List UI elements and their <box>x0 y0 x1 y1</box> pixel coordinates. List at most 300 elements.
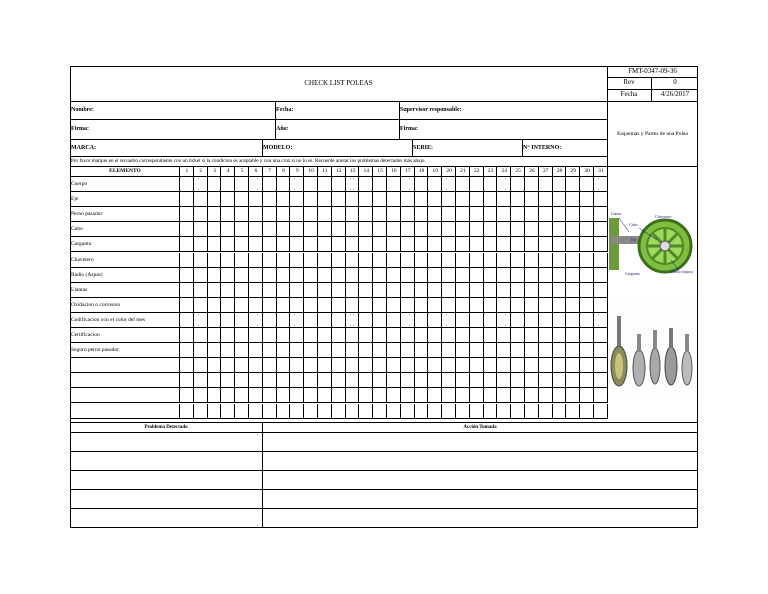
check-cell[interactable] <box>221 404 235 419</box>
check-cell[interactable] <box>511 253 525 268</box>
check-cell[interactable] <box>180 313 194 328</box>
check-cell[interactable] <box>566 237 580 252</box>
check-cell[interactable] <box>332 373 346 388</box>
check-cell[interactable] <box>221 192 235 207</box>
check-cell[interactable] <box>277 404 291 419</box>
check-cell[interactable] <box>580 298 594 313</box>
check-cell[interactable] <box>415 253 429 268</box>
check-cell[interactable] <box>401 404 415 419</box>
check-cell[interactable] <box>484 192 498 207</box>
check-cell[interactable] <box>180 358 194 373</box>
check-cell[interactable] <box>346 253 360 268</box>
check-cell[interactable] <box>290 283 304 298</box>
check-cell[interactable] <box>373 177 387 192</box>
check-cell[interactable] <box>346 388 360 403</box>
check-cell[interactable] <box>290 192 304 207</box>
check-cell[interactable] <box>346 283 360 298</box>
check-cell[interactable] <box>484 404 498 419</box>
check-cell[interactable] <box>415 388 429 403</box>
check-cell[interactable] <box>277 388 291 403</box>
check-cell[interactable] <box>290 298 304 313</box>
check-cell[interactable] <box>456 177 470 192</box>
check-cell[interactable] <box>346 237 360 252</box>
check-cell[interactable] <box>497 328 511 343</box>
check-cell[interactable] <box>373 343 387 358</box>
check-cell[interactable] <box>442 237 456 252</box>
check-cell[interactable] <box>221 222 235 237</box>
check-cell[interactable] <box>332 283 346 298</box>
check-cell[interactable] <box>470 328 484 343</box>
check-cell[interactable] <box>511 358 525 373</box>
check-cell[interactable] <box>511 237 525 252</box>
check-cell[interactable] <box>594 328 608 343</box>
check-cell[interactable] <box>359 253 373 268</box>
check-cell[interactable] <box>415 343 429 358</box>
check-cell[interactable] <box>525 177 539 192</box>
check-cell[interactable] <box>525 253 539 268</box>
check-cell[interactable] <box>442 388 456 403</box>
check-cell[interactable] <box>346 358 360 373</box>
check-cell[interactable] <box>456 207 470 222</box>
fecha-field[interactable]: Fecha: <box>276 107 294 113</box>
check-cell[interactable] <box>373 388 387 403</box>
check-cell[interactable] <box>511 404 525 419</box>
check-cell[interactable] <box>497 313 511 328</box>
check-cell[interactable] <box>553 388 567 403</box>
check-cell[interactable] <box>249 268 263 283</box>
firma-field[interactable]: Firma: <box>71 126 89 132</box>
check-cell[interactable] <box>401 328 415 343</box>
check-cell[interactable] <box>497 373 511 388</box>
check-cell[interactable] <box>401 268 415 283</box>
check-cell[interactable] <box>235 253 249 268</box>
check-cell[interactable] <box>470 298 484 313</box>
check-cell[interactable] <box>208 222 222 237</box>
check-cell[interactable] <box>470 177 484 192</box>
check-cell[interactable] <box>332 313 346 328</box>
check-cell[interactable] <box>263 253 277 268</box>
check-cell[interactable] <box>484 313 498 328</box>
check-cell[interactable] <box>304 373 318 388</box>
check-cell[interactable] <box>566 177 580 192</box>
check-cell[interactable] <box>277 222 291 237</box>
check-cell[interactable] <box>346 343 360 358</box>
check-cell[interactable] <box>180 343 194 358</box>
check-cell[interactable] <box>580 388 594 403</box>
check-cell[interactable] <box>484 268 498 283</box>
check-cell[interactable] <box>497 237 511 252</box>
check-cell[interactable] <box>180 177 194 192</box>
check-cell[interactable] <box>194 313 208 328</box>
check-cell[interactable] <box>428 373 442 388</box>
check-cell[interactable] <box>594 373 608 388</box>
check-cell[interactable] <box>511 388 525 403</box>
check-cell[interactable] <box>318 283 332 298</box>
check-cell[interactable] <box>290 388 304 403</box>
check-cell[interactable] <box>580 313 594 328</box>
check-cell[interactable] <box>539 177 553 192</box>
check-cell[interactable] <box>428 253 442 268</box>
check-cell[interactable] <box>539 404 553 419</box>
check-cell[interactable] <box>194 358 208 373</box>
check-cell[interactable] <box>249 283 263 298</box>
check-cell[interactable] <box>318 328 332 343</box>
check-cell[interactable] <box>359 388 373 403</box>
check-cell[interactable] <box>442 283 456 298</box>
check-cell[interactable] <box>318 298 332 313</box>
check-cell[interactable] <box>346 222 360 237</box>
check-cell[interactable] <box>208 298 222 313</box>
check-cell[interactable] <box>359 237 373 252</box>
check-cell[interactable] <box>484 358 498 373</box>
check-cell[interactable] <box>208 283 222 298</box>
check-cell[interactable] <box>221 328 235 343</box>
check-cell[interactable] <box>497 253 511 268</box>
check-cell[interactable] <box>401 222 415 237</box>
check-cell[interactable] <box>346 313 360 328</box>
check-cell[interactable] <box>235 207 249 222</box>
check-cell[interactable] <box>511 298 525 313</box>
check-cell[interactable] <box>553 404 567 419</box>
check-cell[interactable] <box>484 388 498 403</box>
check-cell[interactable] <box>401 283 415 298</box>
check-cell[interactable] <box>553 343 567 358</box>
check-cell[interactable] <box>318 237 332 252</box>
check-cell[interactable] <box>304 343 318 358</box>
check-cell[interactable] <box>415 298 429 313</box>
check-cell[interactable] <box>235 343 249 358</box>
check-cell[interactable] <box>332 192 346 207</box>
check-cell[interactable] <box>194 177 208 192</box>
check-cell[interactable] <box>373 268 387 283</box>
check-cell[interactable] <box>263 237 277 252</box>
check-cell[interactable] <box>415 222 429 237</box>
check-cell[interactable] <box>235 373 249 388</box>
check-cell[interactable] <box>332 268 346 283</box>
check-cell[interactable] <box>511 192 525 207</box>
check-cell[interactable] <box>180 283 194 298</box>
check-cell[interactable] <box>580 268 594 283</box>
check-cell[interactable] <box>442 268 456 283</box>
check-cell[interactable] <box>235 283 249 298</box>
check-cell[interactable] <box>387 313 401 328</box>
check-cell[interactable] <box>580 328 594 343</box>
check-cell[interactable] <box>594 404 608 419</box>
check-cell[interactable] <box>208 388 222 403</box>
check-cell[interactable] <box>387 237 401 252</box>
check-cell[interactable] <box>332 328 346 343</box>
check-cell[interactable] <box>249 222 263 237</box>
check-cell[interactable] <box>249 358 263 373</box>
check-cell[interactable] <box>235 358 249 373</box>
check-cell[interactable] <box>553 192 567 207</box>
check-cell[interactable] <box>194 283 208 298</box>
check-cell[interactable] <box>249 237 263 252</box>
check-cell[interactable] <box>346 373 360 388</box>
check-cell[interactable] <box>290 313 304 328</box>
check-cell[interactable] <box>359 313 373 328</box>
check-cell[interactable] <box>553 268 567 283</box>
check-cell[interactable] <box>553 298 567 313</box>
check-cell[interactable] <box>304 313 318 328</box>
check-cell[interactable] <box>277 328 291 343</box>
interno-field[interactable]: N° INTERNO: <box>523 145 562 151</box>
check-cell[interactable] <box>180 298 194 313</box>
check-cell[interactable] <box>428 222 442 237</box>
check-cell[interactable] <box>401 313 415 328</box>
check-cell[interactable] <box>263 358 277 373</box>
check-cell[interactable] <box>387 328 401 343</box>
check-cell[interactable] <box>484 237 498 252</box>
check-cell[interactable] <box>553 328 567 343</box>
check-cell[interactable] <box>511 283 525 298</box>
check-cell[interactable] <box>470 268 484 283</box>
check-cell[interactable] <box>263 343 277 358</box>
check-cell[interactable] <box>553 283 567 298</box>
check-cell[interactable] <box>594 177 608 192</box>
check-cell[interactable] <box>415 177 429 192</box>
check-cell[interactable] <box>594 268 608 283</box>
check-cell[interactable] <box>456 268 470 283</box>
check-cell[interactable] <box>511 343 525 358</box>
check-cell[interactable] <box>566 222 580 237</box>
check-cell[interactable] <box>415 404 429 419</box>
check-cell[interactable] <box>290 207 304 222</box>
check-cell[interactable] <box>497 343 511 358</box>
check-cell[interactable] <box>539 237 553 252</box>
check-cell[interactable] <box>235 298 249 313</box>
check-cell[interactable] <box>208 177 222 192</box>
check-cell[interactable] <box>359 343 373 358</box>
check-cell[interactable] <box>415 373 429 388</box>
check-cell[interactable] <box>428 388 442 403</box>
check-cell[interactable] <box>249 207 263 222</box>
check-cell[interactable] <box>304 358 318 373</box>
check-cell[interactable] <box>442 207 456 222</box>
check-cell[interactable] <box>290 404 304 419</box>
check-cell[interactable] <box>580 192 594 207</box>
check-cell[interactable] <box>484 177 498 192</box>
check-cell[interactable] <box>580 237 594 252</box>
check-cell[interactable] <box>497 192 511 207</box>
check-cell[interactable] <box>221 373 235 388</box>
check-cell[interactable] <box>497 358 511 373</box>
check-cell[interactable] <box>318 207 332 222</box>
check-cell[interactable] <box>580 253 594 268</box>
check-cell[interactable] <box>456 328 470 343</box>
check-cell[interactable] <box>539 313 553 328</box>
check-cell[interactable] <box>428 268 442 283</box>
check-cell[interactable] <box>428 192 442 207</box>
check-cell[interactable] <box>594 207 608 222</box>
check-cell[interactable] <box>442 177 456 192</box>
check-cell[interactable] <box>580 358 594 373</box>
check-cell[interactable] <box>208 343 222 358</box>
check-cell[interactable] <box>566 358 580 373</box>
check-cell[interactable] <box>332 388 346 403</box>
check-cell[interactable] <box>221 313 235 328</box>
check-cell[interactable] <box>180 388 194 403</box>
check-cell[interactable] <box>221 358 235 373</box>
check-cell[interactable] <box>332 253 346 268</box>
check-cell[interactable] <box>208 313 222 328</box>
check-cell[interactable] <box>304 298 318 313</box>
check-cell[interactable] <box>263 388 277 403</box>
check-cell[interactable] <box>249 328 263 343</box>
check-cell[interactable] <box>290 253 304 268</box>
check-cell[interactable] <box>263 298 277 313</box>
check-cell[interactable] <box>415 358 429 373</box>
check-cell[interactable] <box>456 343 470 358</box>
check-cell[interactable] <box>221 388 235 403</box>
check-cell[interactable] <box>525 283 539 298</box>
check-cell[interactable] <box>221 207 235 222</box>
check-cell[interactable] <box>332 404 346 419</box>
check-cell[interactable] <box>539 388 553 403</box>
check-cell[interactable] <box>401 388 415 403</box>
check-cell[interactable] <box>401 373 415 388</box>
check-cell[interactable] <box>318 253 332 268</box>
check-cell[interactable] <box>456 313 470 328</box>
check-cell[interactable] <box>484 373 498 388</box>
check-cell[interactable] <box>221 253 235 268</box>
check-cell[interactable] <box>442 192 456 207</box>
check-cell[interactable] <box>249 192 263 207</box>
check-cell[interactable] <box>373 328 387 343</box>
check-cell[interactable] <box>594 298 608 313</box>
check-cell[interactable] <box>553 222 567 237</box>
check-cell[interactable] <box>580 177 594 192</box>
check-cell[interactable] <box>373 358 387 373</box>
check-cell[interactable] <box>594 237 608 252</box>
check-cell[interactable] <box>539 373 553 388</box>
check-cell[interactable] <box>290 268 304 283</box>
check-cell[interactable] <box>263 207 277 222</box>
check-cell[interactable] <box>263 404 277 419</box>
check-cell[interactable] <box>194 328 208 343</box>
check-cell[interactable] <box>235 192 249 207</box>
check-cell[interactable] <box>456 237 470 252</box>
check-cell[interactable] <box>553 207 567 222</box>
check-cell[interactable] <box>497 222 511 237</box>
check-cell[interactable] <box>553 237 567 252</box>
check-cell[interactable] <box>373 373 387 388</box>
check-cell[interactable] <box>497 388 511 403</box>
check-cell[interactable] <box>235 237 249 252</box>
check-cell[interactable] <box>221 298 235 313</box>
check-cell[interactable] <box>566 404 580 419</box>
check-cell[interactable] <box>566 207 580 222</box>
check-cell[interactable] <box>594 283 608 298</box>
check-cell[interactable] <box>249 343 263 358</box>
check-cell[interactable] <box>470 237 484 252</box>
check-cell[interactable] <box>497 177 511 192</box>
check-cell[interactable] <box>553 373 567 388</box>
check-cell[interactable] <box>304 177 318 192</box>
check-cell[interactable] <box>221 343 235 358</box>
check-cell[interactable] <box>373 192 387 207</box>
check-cell[interactable] <box>304 268 318 283</box>
check-cell[interactable] <box>263 328 277 343</box>
check-cell[interactable] <box>194 373 208 388</box>
check-cell[interactable] <box>539 358 553 373</box>
check-cell[interactable] <box>387 192 401 207</box>
check-cell[interactable] <box>263 192 277 207</box>
check-cell[interactable] <box>373 253 387 268</box>
check-cell[interactable] <box>194 404 208 419</box>
check-cell[interactable] <box>359 373 373 388</box>
check-cell[interactable] <box>332 358 346 373</box>
check-cell[interactable] <box>304 237 318 252</box>
check-cell[interactable] <box>553 177 567 192</box>
check-cell[interactable] <box>484 222 498 237</box>
firma-supervisor-field[interactable]: Firma: <box>400 126 418 132</box>
check-cell[interactable] <box>511 177 525 192</box>
check-cell[interactable] <box>304 253 318 268</box>
check-cell[interactable] <box>277 283 291 298</box>
ano-field[interactable]: Año: <box>276 126 289 132</box>
check-cell[interactable] <box>290 343 304 358</box>
nombre-field[interactable]: Nombre: <box>71 107 94 113</box>
check-cell[interactable] <box>525 268 539 283</box>
check-cell[interactable] <box>594 358 608 373</box>
check-cell[interactable] <box>566 343 580 358</box>
check-cell[interactable] <box>470 253 484 268</box>
check-cell[interactable] <box>235 313 249 328</box>
check-cell[interactable] <box>484 207 498 222</box>
check-cell[interactable] <box>180 404 194 419</box>
check-cell[interactable] <box>511 268 525 283</box>
check-cell[interactable] <box>594 313 608 328</box>
check-cell[interactable] <box>263 373 277 388</box>
check-cell[interactable] <box>304 328 318 343</box>
check-cell[interactable] <box>318 177 332 192</box>
check-cell[interactable] <box>373 237 387 252</box>
check-cell[interactable] <box>511 328 525 343</box>
check-cell[interactable] <box>442 253 456 268</box>
check-cell[interactable] <box>511 222 525 237</box>
check-cell[interactable] <box>277 358 291 373</box>
check-cell[interactable] <box>304 404 318 419</box>
marca-field[interactable]: MARCA: <box>71 145 96 151</box>
check-cell[interactable] <box>456 222 470 237</box>
check-cell[interactable] <box>539 283 553 298</box>
check-cell[interactable] <box>332 343 346 358</box>
modelo-field[interactable]: MODELO: <box>263 145 293 151</box>
check-cell[interactable] <box>346 177 360 192</box>
check-cell[interactable] <box>539 343 553 358</box>
check-cell[interactable] <box>387 177 401 192</box>
check-cell[interactable] <box>415 313 429 328</box>
check-cell[interactable] <box>470 192 484 207</box>
check-cell[interactable] <box>442 358 456 373</box>
check-cell[interactable] <box>359 177 373 192</box>
check-cell[interactable] <box>180 207 194 222</box>
check-cell[interactable] <box>470 404 484 419</box>
check-cell[interactable] <box>428 298 442 313</box>
check-cell[interactable] <box>359 358 373 373</box>
check-cell[interactable] <box>594 343 608 358</box>
check-cell[interactable] <box>180 268 194 283</box>
check-cell[interactable] <box>277 373 291 388</box>
check-cell[interactable] <box>539 192 553 207</box>
check-cell[interactable] <box>194 237 208 252</box>
check-cell[interactable] <box>566 298 580 313</box>
check-cell[interactable] <box>318 404 332 419</box>
check-cell[interactable] <box>332 177 346 192</box>
check-cell[interactable] <box>346 192 360 207</box>
check-cell[interactable] <box>208 404 222 419</box>
